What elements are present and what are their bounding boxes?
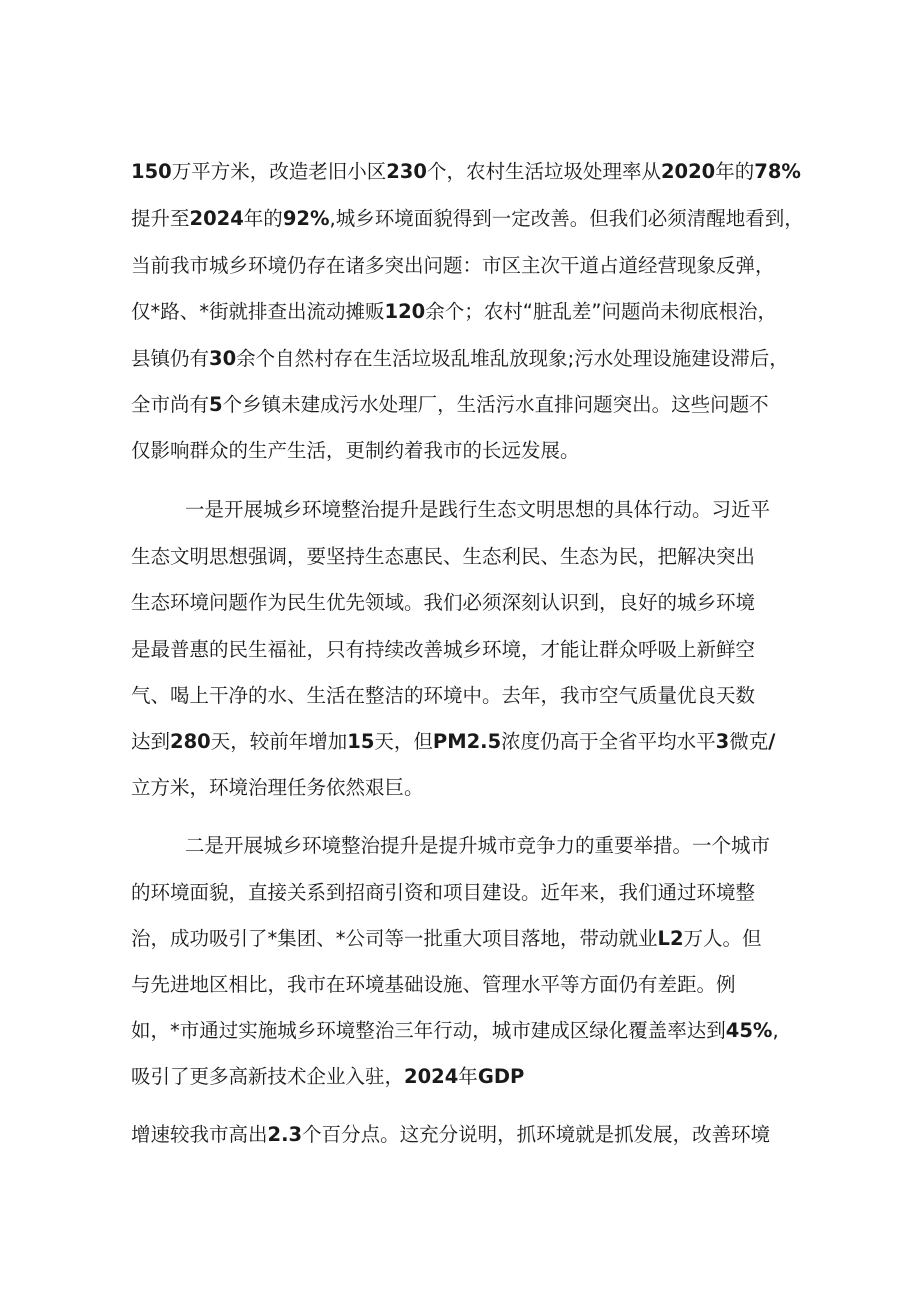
text-line: 吸引了更多高新技术企业入驻，2024年GDP	[131, 1065, 525, 1088]
text-line: 治，成功吸引了*集团、*公司等一批重大项目落地，带动就业L2万人。但	[131, 927, 762, 950]
text-line: 提升至2024年的92%,城乡环境面貌得到一定改善。但我们必须清醒地看到，	[131, 207, 804, 230]
text-line: 增速较我市高出2.3个百分点。这充分说明，抓环境就是抓发展，改善环境	[131, 1123, 771, 1146]
text-line: 生态环境问题作为民生优先领域。我们必须深刻认识到，良好的城乡环境	[131, 591, 756, 614]
text-line: 县镇仍有30余个自然村存在生活垃圾乱堆乱放现象;污水处理设施建设滞后，	[131, 347, 789, 370]
text-line: 与先进地区相比，我市在环境基础设施、管理水平等方面仍有差距。例	[131, 973, 736, 996]
text-line: 立方米，环境治理任务依然艰巨。	[131, 776, 424, 799]
text-line: 是最普惠的民生福祉，只有持续改善城乡环境，才能让群众呼吸上新鲜空	[131, 638, 756, 661]
text-line: 仅影响群众的生产生活，更制约着我市的长远发展。	[131, 439, 580, 462]
text-line: 的环境面貌，直接关系到招商引资和项目建设。近年来，我们通过环境整	[131, 881, 756, 904]
text-line: 达到280天，较前年增加15天，但PM2.5浓度仍高于全省平均水平3微克/	[131, 730, 776, 753]
text-line: 生态文明思想强调，要坚持生态惠民、生态利民、生态为民，把解决突出	[131, 545, 756, 568]
text-line: 150万平方米，改造老旧小区230个，农村生活垃圾处理率从2020年的78%	[131, 160, 801, 183]
text-line: 当前我市城乡环境仍存在诸多突出问题：市区主次干道占道经营现象反弹，	[131, 254, 775, 277]
paragraph-first-line: 二是开展城乡环境整治提升是提升城市竞争力的重要举措。一个城市	[185, 834, 771, 857]
text-line: 仅*路、*街就排查出流动摊贩120余个；农村“脏乱差”问题尚未彻底根治，	[131, 300, 777, 323]
text-line: 如，*市通过实施城乡环境整治三年行动，城市建成区绿化覆盖率达到45%,	[131, 1019, 779, 1042]
text-line: 气、喝上干净的水、生活在整洁的环境中。去年，我市空气质量优良天数	[131, 684, 756, 707]
text-line: 全市尚有5个乡镇未建成污水处理厂，生活污水直排问题突出。这些问题不	[131, 393, 769, 416]
paragraph-first-line: 一是开展城乡环境整治提升是践行生态文明思想的具体行动。习近平	[185, 498, 771, 521]
